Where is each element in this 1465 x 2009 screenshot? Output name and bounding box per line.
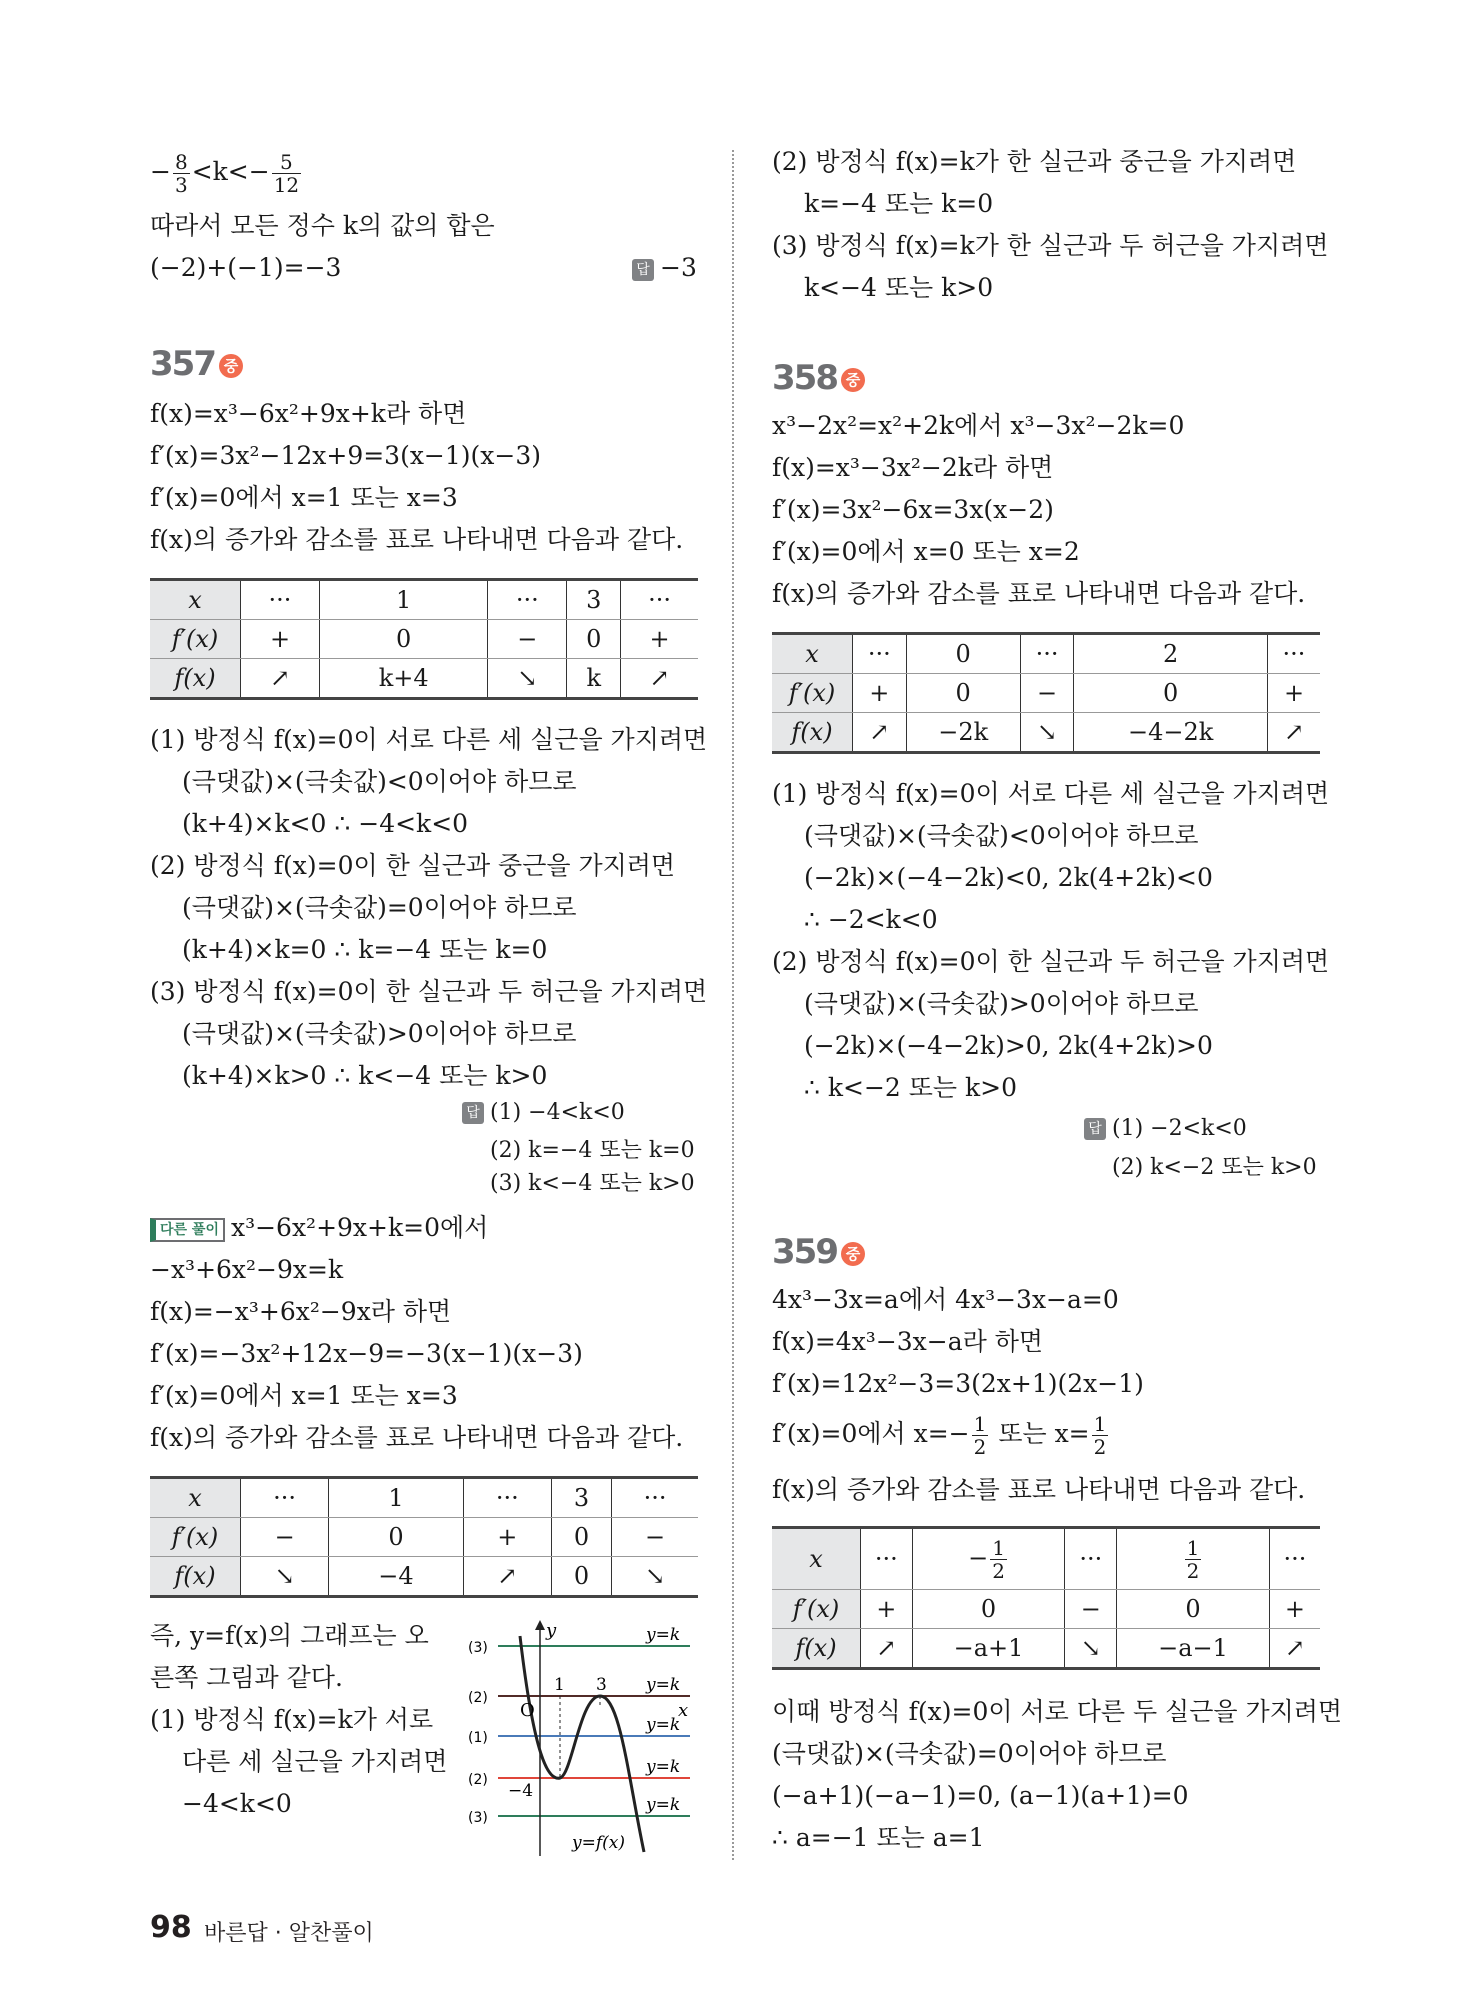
text-line: (−2)+(−1)=−3 (150, 253, 342, 282)
case-label: (3) (468, 1810, 488, 1826)
problem-number-359: 359 중 (772, 1232, 865, 1272)
text-line: −x³+6x²−9x=k (150, 1255, 344, 1284)
column-divider (732, 150, 734, 1860)
graph-origin: O (520, 1700, 535, 1721)
text-line: k<−4 또는 k>0 (804, 273, 994, 302)
case-label: (2) (468, 1772, 488, 1788)
solution-line: (k+4)×k=0 ∴ k=−4 또는 k=0 (182, 935, 548, 964)
solution-line: ∴ k<−2 또는 k>0 (804, 1073, 1017, 1102)
cubic-graph (468, 1616, 698, 1856)
graph-tick-3: 3 (596, 1675, 607, 1695)
text-line: f′(x)=0에서 x=1 또는 x=3 (150, 1381, 458, 1410)
solution-line: (극댓값)×(극솟값)<0이어야 하므로 (804, 821, 1199, 850)
solution-line: 이때 방정식 f(x)=0이 서로 다른 두 실근을 가지려면 (772, 1697, 1343, 1726)
increase-decrease-table-358: x ··· 0 ··· 2 ··· f′(x) + 0 − 0 + f(x) ↗ −2k ↘ −4−2k ↗ (772, 632, 1320, 754)
solution-line: ∴ −2<k<0 (804, 905, 938, 934)
problem-number-358: 358 중 (772, 358, 865, 398)
answer-icon: 답 (462, 1102, 484, 1124)
answer-line: 답 (1) −2<k<0 (1084, 1116, 1247, 1141)
answer-line: 답 (1) −4<k<0 (462, 1100, 625, 1125)
solution-line: (k+4)×k<0 ∴ −4<k<0 (182, 809, 469, 838)
answer-icon: 답 (1084, 1118, 1106, 1140)
solution-line: (극댓값)×(극솟값)=0이어야 하므로 (182, 893, 577, 922)
alt-solution-line: 다른 풀이 x³−6x²+9x+k=0에서 (150, 1212, 488, 1244)
graph-text-line: 른쪽 그림과 같다. (150, 1663, 343, 1692)
page-number: 98 (150, 1910, 192, 1945)
text-line: k=−4 또는 k=0 (804, 189, 994, 218)
line-label: y=k (646, 1795, 681, 1815)
answer-line: 답 −3 (632, 252, 697, 284)
solution-line: ∴ a=−1 또는 a=1 (772, 1823, 985, 1852)
increase-decrease-table-2: x ··· 1 ··· 3 ··· f′(x) − 0 + 0 − f(x) ↘ −4 ↗ 0 ↘ (150, 1476, 698, 1598)
solution-line: (2) 방정식 f(x)=0이 한 실근과 두 허근을 가지려면 (772, 947, 1330, 976)
level-badge: 중 (841, 1242, 865, 1266)
line-label: y=k (646, 1715, 681, 1735)
solution-line: (극댓값)×(극솟값)<0이어야 하므로 (182, 767, 577, 796)
text-line: x³−2x²=x²+2k에서 x³−3x²−2k=0 (772, 411, 1185, 440)
top-frac-line: − $\frac{8}{3}$ <k<− $\frac{5}{12}$ (150, 150, 300, 197)
answer-icon: 답 (632, 259, 654, 281)
text-line: 4x³−3x=a에서 4x³−3x−a=0 (772, 1285, 1119, 1314)
text-line: f(x)=x³−6x²+9x+k라 하면 (150, 399, 467, 428)
answer-line: (2) k=−4 또는 k=0 (490, 1138, 695, 1163)
footer-title: 바른답 · 알찬풀이 (204, 1921, 374, 1946)
text-line: (3) 방정식 f(x)=k가 한 실근과 두 허근을 가지려면 (772, 231, 1329, 260)
solution-line: (1) 방정식 f(x)=0이 서로 다른 세 실근을 가지려면 (772, 779, 1330, 808)
case-label: (1) (468, 1730, 488, 1746)
y-axis-arrow-icon (535, 1620, 545, 1630)
case-label: (3) (468, 1640, 488, 1656)
answer-line: (3) k<−4 또는 k>0 (490, 1171, 695, 1196)
answer-line: (2) k<−2 또는 k>0 (1112, 1155, 1317, 1180)
graph-y-label: y (546, 1620, 557, 1641)
increase-decrease-table-1: x ··· 1 ··· 3 ··· f′(x) + 0 − 0 + f(x) ↗ k+4 ↘ k ↗ (150, 578, 698, 700)
text-line: 따라서 모든 정수 k의 값의 합은 (150, 211, 495, 240)
solution-line: (k+4)×k>0 ∴ k<−4 또는 k>0 (182, 1061, 548, 1090)
solution-line: (−a+1)(−a−1)=0, (a−1)(a+1)=0 (772, 1781, 1189, 1810)
text-line: f(x)의 증가와 감소를 표로 나타내면 다음과 같다. (150, 1423, 684, 1452)
text-line: f′(x)=−3x²+12x−9=−3(x−1)(x−3) (150, 1339, 583, 1368)
text-line: f(x)의 증가와 감소를 표로 나타내면 다음과 같다. (772, 579, 1306, 608)
alt-solution-label: 다른 풀이 (150, 1218, 225, 1242)
graph-tick-neg4: −4 (508, 1781, 534, 1801)
text-line: f(x)=−x³+6x²−9x라 하면 (150, 1297, 452, 1326)
level-badge: 중 (841, 368, 865, 392)
line-label: y=k (646, 1625, 681, 1645)
text-line: f(x)=4x³−3x−a라 하면 (772, 1327, 1044, 1356)
graph-text-line: 다른 세 실근을 가지려면 (182, 1747, 448, 1776)
solution-line: (극댓값)×(극솟값)>0이어야 하므로 (804, 989, 1199, 1018)
solution-line: (2) 방정식 f(x)=0이 한 실근과 중근을 가지려면 (150, 851, 676, 880)
case-label: (2) (468, 1690, 488, 1706)
curve-label: y=f(x) (572, 1833, 625, 1853)
solution-line: (극댓값)×(극솟값)>0이어야 하므로 (182, 1019, 577, 1048)
text-line: f′(x)=12x²−3=3(2x+1)(2x−1) (772, 1369, 1144, 1398)
graph-text-line: 즉, y=f(x)의 그래프는 오 (150, 1621, 429, 1650)
graph-text-line: (1) 방정식 f(x)=k가 서로 (150, 1705, 434, 1734)
solution-line: (극댓값)×(극솟값)=0이어야 하므로 (772, 1739, 1167, 1768)
solution-line: (−2k)×(−4−2k)<0, 2k(4+2k)<0 (804, 863, 1213, 892)
line-label: y=k (646, 1757, 681, 1777)
solution-line: (1) 방정식 f(x)=0이 서로 다른 세 실근을 가지려면 (150, 725, 708, 754)
problem-number-357: 357 중 (150, 344, 243, 384)
text-line: (2) 방정식 f(x)=k가 한 실근과 중근을 가지려면 (772, 147, 1297, 176)
text-line-frac: f′(x)=0에서 x=− $\frac{1}{2}$ 또는 x= $\frac{1}{2}$ (772, 1412, 1107, 1459)
text-line: f(x)=x³−3x²−2k라 하면 (772, 453, 1054, 482)
text-line: f′(x)=0에서 x=1 또는 x=3 (150, 483, 458, 512)
solution-line: (3) 방정식 f(x)=0이 한 실근과 두 허근을 가지려면 (150, 977, 708, 1006)
graph-x-label: x (678, 1700, 689, 1721)
solution-line: (−2k)×(−4−2k)>0, 2k(4+2k)>0 (804, 1031, 1213, 1060)
curve-y-f-x (520, 1636, 644, 1852)
level-badge: 중 (219, 354, 243, 378)
text-line: f(x)의 증가와 감소를 표로 나타내면 다음과 같다. (150, 525, 684, 554)
text-line: f′(x)=3x²−12x+9=3(x−1)(x−3) (150, 441, 541, 470)
text-line: f(x)의 증가와 감소를 표로 나타내면 다음과 같다. (772, 1475, 1306, 1504)
graph-tick-1: 1 (554, 1675, 565, 1695)
text-line: f′(x)=0에서 x=0 또는 x=2 (772, 537, 1080, 566)
text-line: f′(x)=3x²−6x=3x(x−2) (772, 495, 1054, 524)
increase-decrease-table-359: x ··· − $\frac{1}{2}$ ··· $\frac{1}{2}$ ··· f′(x) + 0 − 0 + f(x) ↗ −a+1 ↘ −a−1 ↗ (772, 1526, 1320, 1670)
graph-text-line: −4<k<0 (182, 1789, 292, 1818)
line-label: y=k (646, 1675, 681, 1695)
